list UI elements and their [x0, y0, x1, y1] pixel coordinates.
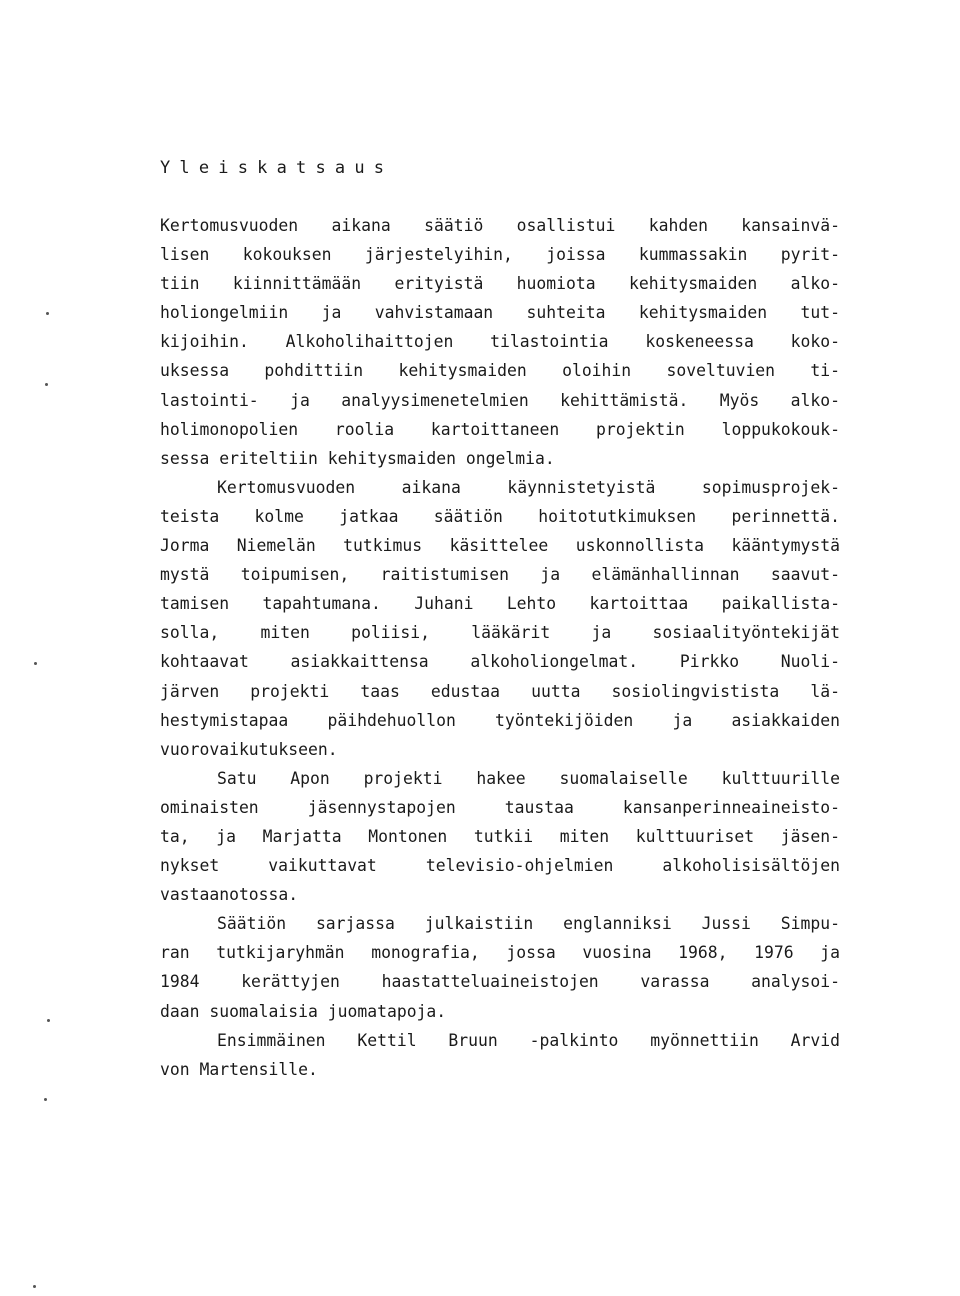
text-line: 1984 kerättyjen haastatteluaineistojen varassa analysoi-: [160, 972, 840, 992]
text-line: lisen kokouksen järjestelyihin, joissa kummassakin pyrit-: [160, 245, 840, 265]
text-line: järven projekti taas edustaa uutta sosiolingvistista lä-: [160, 681, 840, 701]
section-heading: Yleiskatsaus: [160, 158, 394, 178]
scan-speck: [44, 1098, 47, 1101]
scan-speck: [45, 383, 48, 386]
text-line: ominaisten jäsennystapojen taustaa kansanperinneaineisto-: [160, 797, 840, 817]
text-line: sessa eriteltiin kehitysmaiden ongelmia.: [160, 448, 555, 468]
text-line: vastaanotossa.: [160, 885, 299, 905]
text-line: nykset vaikuttavat televisio-ohjelmien alkoholisisältöjen: [160, 856, 840, 876]
text-line: tamisen tapahtumana. Juhani Lehto kartoittaa paikallista-: [160, 594, 840, 614]
text-line: holimonopolien roolia kartoittaneen projektin loppukokouk-: [160, 419, 840, 439]
text-line: ta, ja Marjatta Montonen tutkii miten kulttuuriset jäsen-: [160, 826, 840, 846]
scan-speck: [47, 1019, 50, 1022]
text-line: kijoihin. Alkoholihaittojen tilastointia koskeneessa koko-: [160, 332, 840, 352]
text-line: kohtaavat asiakkaittensa alkoholiongelmat. Pirkko Nuoli-: [160, 652, 840, 672]
text-line: solla, miten poliisi, lääkärit ja sosiaalityöntekijät: [160, 623, 840, 643]
body-text: [160, 211, 840, 1084]
text-line: hestymistapaa päihdehuollon työntekijöiden ja asiakkaiden: [160, 710, 840, 730]
text-line: teista kolme jatkaa säätiön hoitotutkimuksen perinnettä.: [160, 506, 840, 526]
scan-speck: [46, 312, 49, 315]
text-line: ran tutkijaryhmän monografia, jossa vuosina 1968, 1976 ja: [160, 943, 840, 963]
text-line: lastointi- ja analyysimenetelmien kehittämistä. Myös alko-: [160, 390, 840, 410]
text-line: Ensimmäinen Kettil Bruun -palkinto myönnettiin Arvid: [217, 1030, 840, 1050]
text-line: Satu Apon projekti hakee suomalaiselle kulttuurille: [217, 768, 840, 788]
text-line: Kertomusvuoden aikana käynnistetyistä sopimusprojek-: [217, 477, 840, 497]
text-line: Kertomusvuoden aikana säätiö osallistui kahden kansainvä-: [160, 216, 840, 235]
text-line: tiin kiinnittämään erityistä huomiota kehitysmaiden alko-: [160, 274, 840, 294]
text-line: mystä toipumisen, raitistumisen ja elämänhallinnan saavut-: [160, 565, 840, 585]
text-line: Jorma Niemelän tutkimus käsittelee uskonnollista kääntymystä: [160, 536, 840, 556]
text-line: von Martensille.: [160, 1059, 318, 1079]
text-line: daan suomalaisia juomatapoja.: [160, 1001, 447, 1021]
scan-speck: [33, 1285, 36, 1288]
text-line: vuorovaikutukseen.: [160, 739, 338, 759]
text-line: holiongelmiin ja vahvistamaan suhteita kehitysmaiden tut-: [160, 303, 840, 323]
text-line: uksessa pohdittiin kehitysmaiden oloihin soveltuvien ti-: [160, 361, 840, 381]
text-line: Säätiön sarjassa julkaistiin englanniksi Jussi Simpu-: [217, 914, 840, 934]
scan-speck: [34, 662, 37, 665]
